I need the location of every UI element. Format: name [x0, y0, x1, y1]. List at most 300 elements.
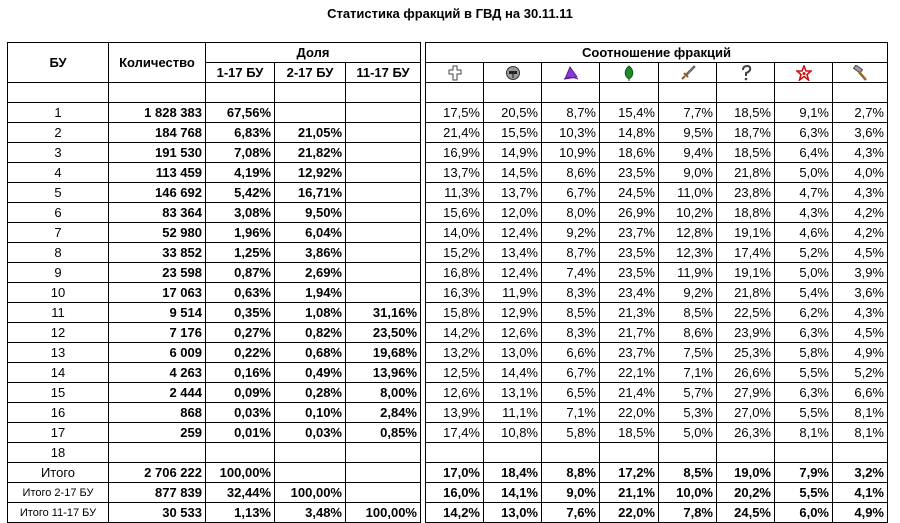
- faction-ratio-cell: 3,6%: [833, 123, 888, 143]
- share-1-17-cell: 4,19%: [206, 163, 275, 183]
- table-row: [8, 223, 888, 243]
- share-2-17-cell: [275, 463, 346, 483]
- count-cell: 191 530: [109, 143, 206, 163]
- faction-ratio-cell: 6,7%: [542, 363, 600, 383]
- faction-ratio-cell: 6,3%: [775, 123, 833, 143]
- faction-ratio-cell: 5,2%: [775, 243, 833, 263]
- count-cell: 17 063: [109, 283, 206, 303]
- header-share-11-17: 11-17 БУ: [346, 63, 421, 83]
- faction-ratio-cell: 12,6%: [426, 383, 484, 403]
- faction-ratio-cell: 4,3%: [833, 143, 888, 163]
- header-count: Количество: [109, 43, 206, 83]
- question-mark-icon: [717, 63, 775, 83]
- share-1-17-cell: 7,08%: [206, 143, 275, 163]
- share-2-17-cell: 0,68%: [275, 343, 346, 363]
- faction-ratio-cell: 21,4%: [426, 123, 484, 143]
- share-2-17-cell: 21,82%: [275, 143, 346, 163]
- faction-ratio-cell: 12,5%: [426, 363, 484, 383]
- faction-ratio-cell: 23,7%: [600, 223, 659, 243]
- faction-ratio-cell: 4,6%: [775, 223, 833, 243]
- faction-ratio-cell: 15,4%: [600, 103, 659, 123]
- faction-ratio-cell: 5,2%: [833, 363, 888, 383]
- share-1-17-cell: 0,87%: [206, 263, 275, 283]
- header-row-1: [8, 43, 888, 63]
- bu-cell: 8: [8, 243, 109, 263]
- wizard-hat-icon: [542, 63, 600, 83]
- dagger-icon: [659, 63, 717, 83]
- faction-ratio-cell: 21,8%: [717, 163, 775, 183]
- faction-ratio-cell: 12,4%: [484, 223, 542, 243]
- faction-ratio-cell: 6,0%: [775, 503, 833, 523]
- faction-ratio-cell: 18,4%: [484, 463, 542, 483]
- faction-ratio-cell: 15,8%: [426, 303, 484, 323]
- faction-ratio-cell: 16,3%: [426, 283, 484, 303]
- share-11-17-cell: [346, 243, 421, 263]
- faction-ratio-cell: [484, 443, 542, 463]
- total-label-cell: Итого 11-17 БУ: [8, 503, 109, 523]
- share-11-17-cell: 8,00%: [346, 383, 421, 403]
- share-1-17-cell: 0,16%: [206, 363, 275, 383]
- count-cell: 33 852: [109, 243, 206, 263]
- bu-cell: 9: [8, 263, 109, 283]
- faction-ratio-cell: 8,0%: [542, 203, 600, 223]
- faction-ratio-cell: 9,4%: [659, 143, 717, 163]
- faction-ratio-cell: 13,2%: [426, 343, 484, 363]
- faction-ratio-cell: 14,5%: [484, 163, 542, 183]
- faction-ratio-cell: 8,1%: [775, 423, 833, 443]
- faction-ratio-cell: 21,1%: [600, 483, 659, 503]
- share-1-17-cell: 3,08%: [206, 203, 275, 223]
- faction-ratio-cell: 22,1%: [600, 363, 659, 383]
- cross-icon: [426, 63, 484, 83]
- table-row: [8, 343, 888, 363]
- faction-ratio-cell: 8,3%: [542, 323, 600, 343]
- faction-ratio-cell: 4,3%: [775, 203, 833, 223]
- faction-ratio-cell: 14,8%: [600, 123, 659, 143]
- count-cell: 6 009: [109, 343, 206, 363]
- count-cell: 2 706 222: [109, 463, 206, 483]
- share-11-17-cell: 2,84%: [346, 403, 421, 423]
- faction-ratio-cell: 10,3%: [542, 123, 600, 143]
- share-1-17-cell: 1,96%: [206, 223, 275, 243]
- faction-ratio-cell: 5,8%: [775, 343, 833, 363]
- share-2-17-cell: 2,69%: [275, 263, 346, 283]
- share-2-17-cell: 6,04%: [275, 223, 346, 243]
- faction-ratio-cell: 23,5%: [600, 243, 659, 263]
- bu-cell: 12: [8, 323, 109, 343]
- faction-ratio-cell: [426, 443, 484, 463]
- faction-ratio-cell: 8,3%: [542, 283, 600, 303]
- table-row: [8, 143, 888, 163]
- faction-ratio-cell: 26,9%: [600, 203, 659, 223]
- faction-ratio-cell: 21,7%: [600, 323, 659, 343]
- table-row: [8, 163, 888, 183]
- count-cell: 23 598: [109, 263, 206, 283]
- count-cell: 7 176: [109, 323, 206, 343]
- faction-ratio-cell: 12,6%: [484, 323, 542, 343]
- faction-ratio-cell: 23,4%: [600, 283, 659, 303]
- share-1-17-cell: 0,03%: [206, 403, 275, 423]
- share-2-17-cell: 3,48%: [275, 503, 346, 523]
- share-2-17-cell: 1,94%: [275, 283, 346, 303]
- faction-ratio-cell: 20,2%: [717, 483, 775, 503]
- page-title: Статистика фракций в ГВД на 30.11.11: [327, 6, 573, 21]
- total-row: [8, 463, 888, 483]
- faction-ratio-cell: 24,5%: [600, 183, 659, 203]
- header-bu: БУ: [8, 43, 109, 83]
- faction-ratio-cell: 6,7%: [542, 183, 600, 203]
- share-2-17-cell: 0,28%: [275, 383, 346, 403]
- table-row: [8, 323, 888, 343]
- count-cell: 83 364: [109, 203, 206, 223]
- faction-ratio-cell: 15,2%: [426, 243, 484, 263]
- table-row: [8, 403, 888, 423]
- share-11-17-cell: 100,00%: [346, 503, 421, 523]
- share-11-17-cell: [346, 223, 421, 243]
- faction-ratio-cell: 9,2%: [659, 283, 717, 303]
- bu-cell: 2: [8, 123, 109, 143]
- table-row: [8, 263, 888, 283]
- share-1-17-cell: 1,13%: [206, 503, 275, 523]
- faction-ratio-cell: 14,0%: [426, 223, 484, 243]
- count-cell: 4 263: [109, 363, 206, 383]
- header-spacer-row: [8, 83, 888, 103]
- faction-ratio-cell: 11,3%: [426, 183, 484, 203]
- faction-ratio-cell: 12,0%: [484, 203, 542, 223]
- faction-ratio-cell: 7,6%: [542, 503, 600, 523]
- faction-ratio-cell: 7,7%: [659, 103, 717, 123]
- faction-ratio-cell: 16,9%: [426, 143, 484, 163]
- share-2-17-cell: 21,05%: [275, 123, 346, 143]
- faction-ratio-cell: 7,8%: [659, 503, 717, 523]
- faction-ratio-cell: 16,8%: [426, 263, 484, 283]
- faction-ratio-cell: 5,4%: [775, 283, 833, 303]
- total-row: [8, 483, 888, 503]
- faction-ratio-cell: 13,7%: [426, 163, 484, 183]
- faction-ratio-cell: 4,5%: [833, 323, 888, 343]
- faction-ratio-cell: 5,8%: [542, 423, 600, 443]
- faction-ratio-cell: 26,3%: [717, 423, 775, 443]
- faction-ratio-cell: 13,1%: [484, 383, 542, 403]
- faction-ratio-cell: 17,4%: [426, 423, 484, 443]
- leaf-icon: [600, 63, 659, 83]
- faction-ratio-cell: 9,2%: [542, 223, 600, 243]
- faction-ratio-cell: 18,5%: [717, 103, 775, 123]
- faction-ratio-cell: 9,5%: [659, 123, 717, 143]
- faction-ratio-cell: 22,0%: [600, 403, 659, 423]
- share-11-17-cell: 23,50%: [346, 323, 421, 343]
- faction-ratio-cell: 5,0%: [775, 163, 833, 183]
- faction-ratio-cell: 18,5%: [600, 423, 659, 443]
- share-2-17-cell: 0,49%: [275, 363, 346, 383]
- faction-ratio-cell: 7,9%: [775, 463, 833, 483]
- share-2-17-cell: 9,50%: [275, 203, 346, 223]
- faction-ratio-cell: 7,4%: [542, 263, 600, 283]
- share-1-17-cell: 100,00%: [206, 463, 275, 483]
- table-row: [8, 443, 888, 463]
- faction-ratio-cell: 19,1%: [717, 263, 775, 283]
- faction-ratio-cell: 22,0%: [600, 503, 659, 523]
- faction-ratio-cell: 8,1%: [833, 403, 888, 423]
- table-row: [8, 243, 888, 263]
- faction-ratio-cell: 17,4%: [717, 243, 775, 263]
- share-2-17-cell: [275, 443, 346, 463]
- faction-ratio-cell: 18,6%: [600, 143, 659, 163]
- faction-ratio-cell: 4,5%: [833, 243, 888, 263]
- faction-ratio-cell: 5,7%: [659, 383, 717, 403]
- faction-ratio-cell: 6,5%: [542, 383, 600, 403]
- faction-ratio-cell: 6,3%: [775, 323, 833, 343]
- faction-ratio-cell: 12,9%: [484, 303, 542, 323]
- faction-ratio-cell: 5,5%: [775, 403, 833, 423]
- faction-ratio-cell: 2,7%: [833, 103, 888, 123]
- faction-ratio-cell: [775, 443, 833, 463]
- share-2-17-cell: 0,10%: [275, 403, 346, 423]
- faction-ratio-cell: 12,8%: [659, 223, 717, 243]
- faction-ratio-cell: 13,0%: [484, 343, 542, 363]
- faction-ratio-cell: 13,0%: [484, 503, 542, 523]
- faction-ratio-cell: 18,7%: [717, 123, 775, 143]
- count-cell: 259: [109, 423, 206, 443]
- count-cell: 868: [109, 403, 206, 423]
- share-11-17-cell: [346, 183, 421, 203]
- share-11-17-cell: 13,96%: [346, 363, 421, 383]
- faction-ratio-cell: [542, 443, 600, 463]
- total-label-cell: Итого 2-17 БУ: [8, 483, 109, 503]
- red-star-icon: [775, 63, 833, 83]
- share-2-17-cell: 12,92%: [275, 163, 346, 183]
- faction-ratio-cell: 14,9%: [484, 143, 542, 163]
- table-row: [8, 203, 888, 223]
- header-share-1-17: 1-17 БУ: [206, 63, 275, 83]
- faction-ratio-cell: 6,6%: [542, 343, 600, 363]
- count-cell: 52 980: [109, 223, 206, 243]
- bu-cell: 15: [8, 383, 109, 403]
- share-2-17-cell: 0,03%: [275, 423, 346, 443]
- faction-ratio-cell: 4,3%: [833, 183, 888, 203]
- faction-ratio-cell: 23,9%: [717, 323, 775, 343]
- faction-ratio-cell: 19,1%: [717, 223, 775, 243]
- share-1-17-cell: 67,56%: [206, 103, 275, 123]
- table-row: [8, 183, 888, 203]
- faction-ratio-cell: 10,0%: [659, 483, 717, 503]
- share-2-17-cell: [275, 103, 346, 123]
- faction-ratio-cell: 11,9%: [659, 263, 717, 283]
- faction-ratio-cell: 7,1%: [542, 403, 600, 423]
- faction-ratio-cell: 8,7%: [542, 103, 600, 123]
- faction-ratio-cell: 27,0%: [717, 403, 775, 423]
- faction-ratio-cell: 11,9%: [484, 283, 542, 303]
- faction-ratio-cell: 13,7%: [484, 183, 542, 203]
- count-cell: [109, 443, 206, 463]
- faction-ratio-cell: 4,7%: [775, 183, 833, 203]
- bu-cell: 16: [8, 403, 109, 423]
- faction-ratio-cell: 19,0%: [717, 463, 775, 483]
- faction-ratio-cell: 6,2%: [775, 303, 833, 323]
- share-2-17-cell: 100,00%: [275, 483, 346, 503]
- share-11-17-cell: [346, 463, 421, 483]
- faction-ratio-cell: 8,8%: [542, 463, 600, 483]
- table-row: [8, 363, 888, 383]
- faction-ratio-cell: 10,8%: [484, 423, 542, 443]
- share-1-17-cell: 0,63%: [206, 283, 275, 303]
- share-11-17-cell: 0,85%: [346, 423, 421, 443]
- faction-ratio-cell: 3,6%: [833, 283, 888, 303]
- faction-ratio-cell: 8,1%: [833, 423, 888, 443]
- share-1-17-cell: 1,25%: [206, 243, 275, 263]
- bu-cell: 4: [8, 163, 109, 183]
- faction-ratio-cell: 11,1%: [484, 403, 542, 423]
- count-cell: 30 533: [109, 503, 206, 523]
- faction-ratio-cell: 12,3%: [659, 243, 717, 263]
- count-cell: 184 768: [109, 123, 206, 143]
- share-11-17-cell: [346, 283, 421, 303]
- hammer-icon: [833, 63, 888, 83]
- header-share-2-17: 2-17 БУ: [275, 63, 346, 83]
- faction-stats-table: [7, 42, 888, 523]
- share-1-17-cell: 0,09%: [206, 383, 275, 403]
- faction-ratio-cell: 8,5%: [542, 303, 600, 323]
- count-cell: 877 839: [109, 483, 206, 503]
- header-faction-ratio: Соотношение фракций: [426, 43, 888, 63]
- faction-ratio-cell: [717, 443, 775, 463]
- share-1-17-cell: 0,01%: [206, 423, 275, 443]
- faction-ratio-cell: [600, 443, 659, 463]
- bu-cell: 1: [8, 103, 109, 123]
- faction-ratio-cell: 18,8%: [717, 203, 775, 223]
- faction-ratio-cell: [659, 443, 717, 463]
- share-11-17-cell: 19,68%: [346, 343, 421, 363]
- faction-ratio-cell: 23,7%: [600, 343, 659, 363]
- bu-cell: 11: [8, 303, 109, 323]
- bu-cell: 13: [8, 343, 109, 363]
- faction-ratio-cell: 17,5%: [426, 103, 484, 123]
- count-cell: 113 459: [109, 163, 206, 183]
- faction-ratio-cell: 23,5%: [600, 163, 659, 183]
- faction-ratio-cell: 7,1%: [659, 363, 717, 383]
- faction-ratio-cell: 23,8%: [717, 183, 775, 203]
- share-1-17-cell: 0,22%: [206, 343, 275, 363]
- share-1-17-cell: 5,42%: [206, 183, 275, 203]
- faction-ratio-cell: 26,6%: [717, 363, 775, 383]
- share-11-17-cell: [346, 483, 421, 503]
- faction-ratio-cell: 5,3%: [659, 403, 717, 423]
- faction-ratio-cell: 17,0%: [426, 463, 484, 483]
- share-2-17-cell: 1,08%: [275, 303, 346, 323]
- bu-cell: 5: [8, 183, 109, 203]
- faction-ratio-cell: 23,5%: [600, 263, 659, 283]
- faction-ratio-cell: 7,5%: [659, 343, 717, 363]
- table-row: [8, 303, 888, 323]
- faction-ratio-cell: 3,9%: [833, 263, 888, 283]
- faction-ratio-cell: 5,0%: [775, 263, 833, 283]
- bu-cell: 7: [8, 223, 109, 243]
- count-cell: 146 692: [109, 183, 206, 203]
- share-11-17-cell: [346, 263, 421, 283]
- share-11-17-cell: [346, 143, 421, 163]
- share-11-17-cell: [346, 163, 421, 183]
- count-cell: 1 828 383: [109, 103, 206, 123]
- table-row: [8, 283, 888, 303]
- faction-ratio-cell: 20,5%: [484, 103, 542, 123]
- count-cell: 2 444: [109, 383, 206, 403]
- bu-cell: 6: [8, 203, 109, 223]
- bu-cell: 18: [8, 443, 109, 463]
- faction-ratio-cell: 4,3%: [833, 303, 888, 323]
- faction-ratio-cell: 15,6%: [426, 203, 484, 223]
- share-11-17-cell: [346, 443, 421, 463]
- count-cell: 9 514: [109, 303, 206, 323]
- table-row: [8, 383, 888, 403]
- faction-ratio-cell: 9,0%: [659, 163, 717, 183]
- faction-ratio-cell: 8,5%: [659, 463, 717, 483]
- faction-ratio-cell: 8,7%: [542, 243, 600, 263]
- share-1-17-cell: 0,35%: [206, 303, 275, 323]
- share-2-17-cell: 0,82%: [275, 323, 346, 343]
- faction-ratio-cell: 5,0%: [659, 423, 717, 443]
- header-share: Доля: [206, 43, 421, 63]
- faction-ratio-cell: 3,2%: [833, 463, 888, 483]
- faction-ratio-cell: [833, 443, 888, 463]
- faction-ratio-cell: 9,1%: [775, 103, 833, 123]
- faction-ratio-cell: 16,0%: [426, 483, 484, 503]
- faction-ratio-cell: 14,2%: [426, 503, 484, 523]
- faction-ratio-cell: 4,2%: [833, 203, 888, 223]
- helmet-icon: [484, 63, 542, 83]
- faction-ratio-cell: 14,4%: [484, 363, 542, 383]
- share-1-17-cell: [206, 443, 275, 463]
- share-1-17-cell: 6,83%: [206, 123, 275, 143]
- faction-ratio-cell: 24,5%: [717, 503, 775, 523]
- faction-ratio-cell: 22,5%: [717, 303, 775, 323]
- share-11-17-cell: [346, 123, 421, 143]
- faction-ratio-cell: 13,9%: [426, 403, 484, 423]
- bu-cell: 3: [8, 143, 109, 163]
- share-2-17-cell: 3,86%: [275, 243, 346, 263]
- faction-ratio-cell: 5,5%: [775, 483, 833, 503]
- faction-ratio-cell: 8,6%: [542, 163, 600, 183]
- share-2-17-cell: 16,71%: [275, 183, 346, 203]
- table-body: [8, 103, 888, 523]
- faction-ratio-cell: 10,2%: [659, 203, 717, 223]
- total-label-cell: Итого: [8, 463, 109, 483]
- faction-ratio-cell: 4,1%: [833, 483, 888, 503]
- faction-ratio-cell: 6,4%: [775, 143, 833, 163]
- bu-cell: 14: [8, 363, 109, 383]
- faction-ratio-cell: 9,0%: [542, 483, 600, 503]
- share-11-17-cell: 31,16%: [346, 303, 421, 323]
- faction-ratio-cell: 6,6%: [833, 383, 888, 403]
- faction-ratio-cell: 10,9%: [542, 143, 600, 163]
- faction-ratio-cell: 8,6%: [659, 323, 717, 343]
- bu-cell: 17: [8, 423, 109, 443]
- faction-ratio-cell: 4,2%: [833, 223, 888, 243]
- faction-ratio-cell: 21,4%: [600, 383, 659, 403]
- faction-ratio-cell: 17,2%: [600, 463, 659, 483]
- faction-ratio-cell: 21,3%: [600, 303, 659, 323]
- faction-ratio-cell: 8,5%: [659, 303, 717, 323]
- faction-ratio-cell: 12,4%: [484, 263, 542, 283]
- faction-ratio-cell: 14,2%: [426, 323, 484, 343]
- faction-ratio-cell: 5,5%: [775, 363, 833, 383]
- faction-ratio-cell: 4,9%: [833, 343, 888, 363]
- share-11-17-cell: [346, 103, 421, 123]
- share-1-17-cell: 0,27%: [206, 323, 275, 343]
- faction-ratio-cell: 11,0%: [659, 183, 717, 203]
- faction-ratio-cell: 18,5%: [717, 143, 775, 163]
- faction-ratio-cell: 25,3%: [717, 343, 775, 363]
- share-11-17-cell: [346, 203, 421, 223]
